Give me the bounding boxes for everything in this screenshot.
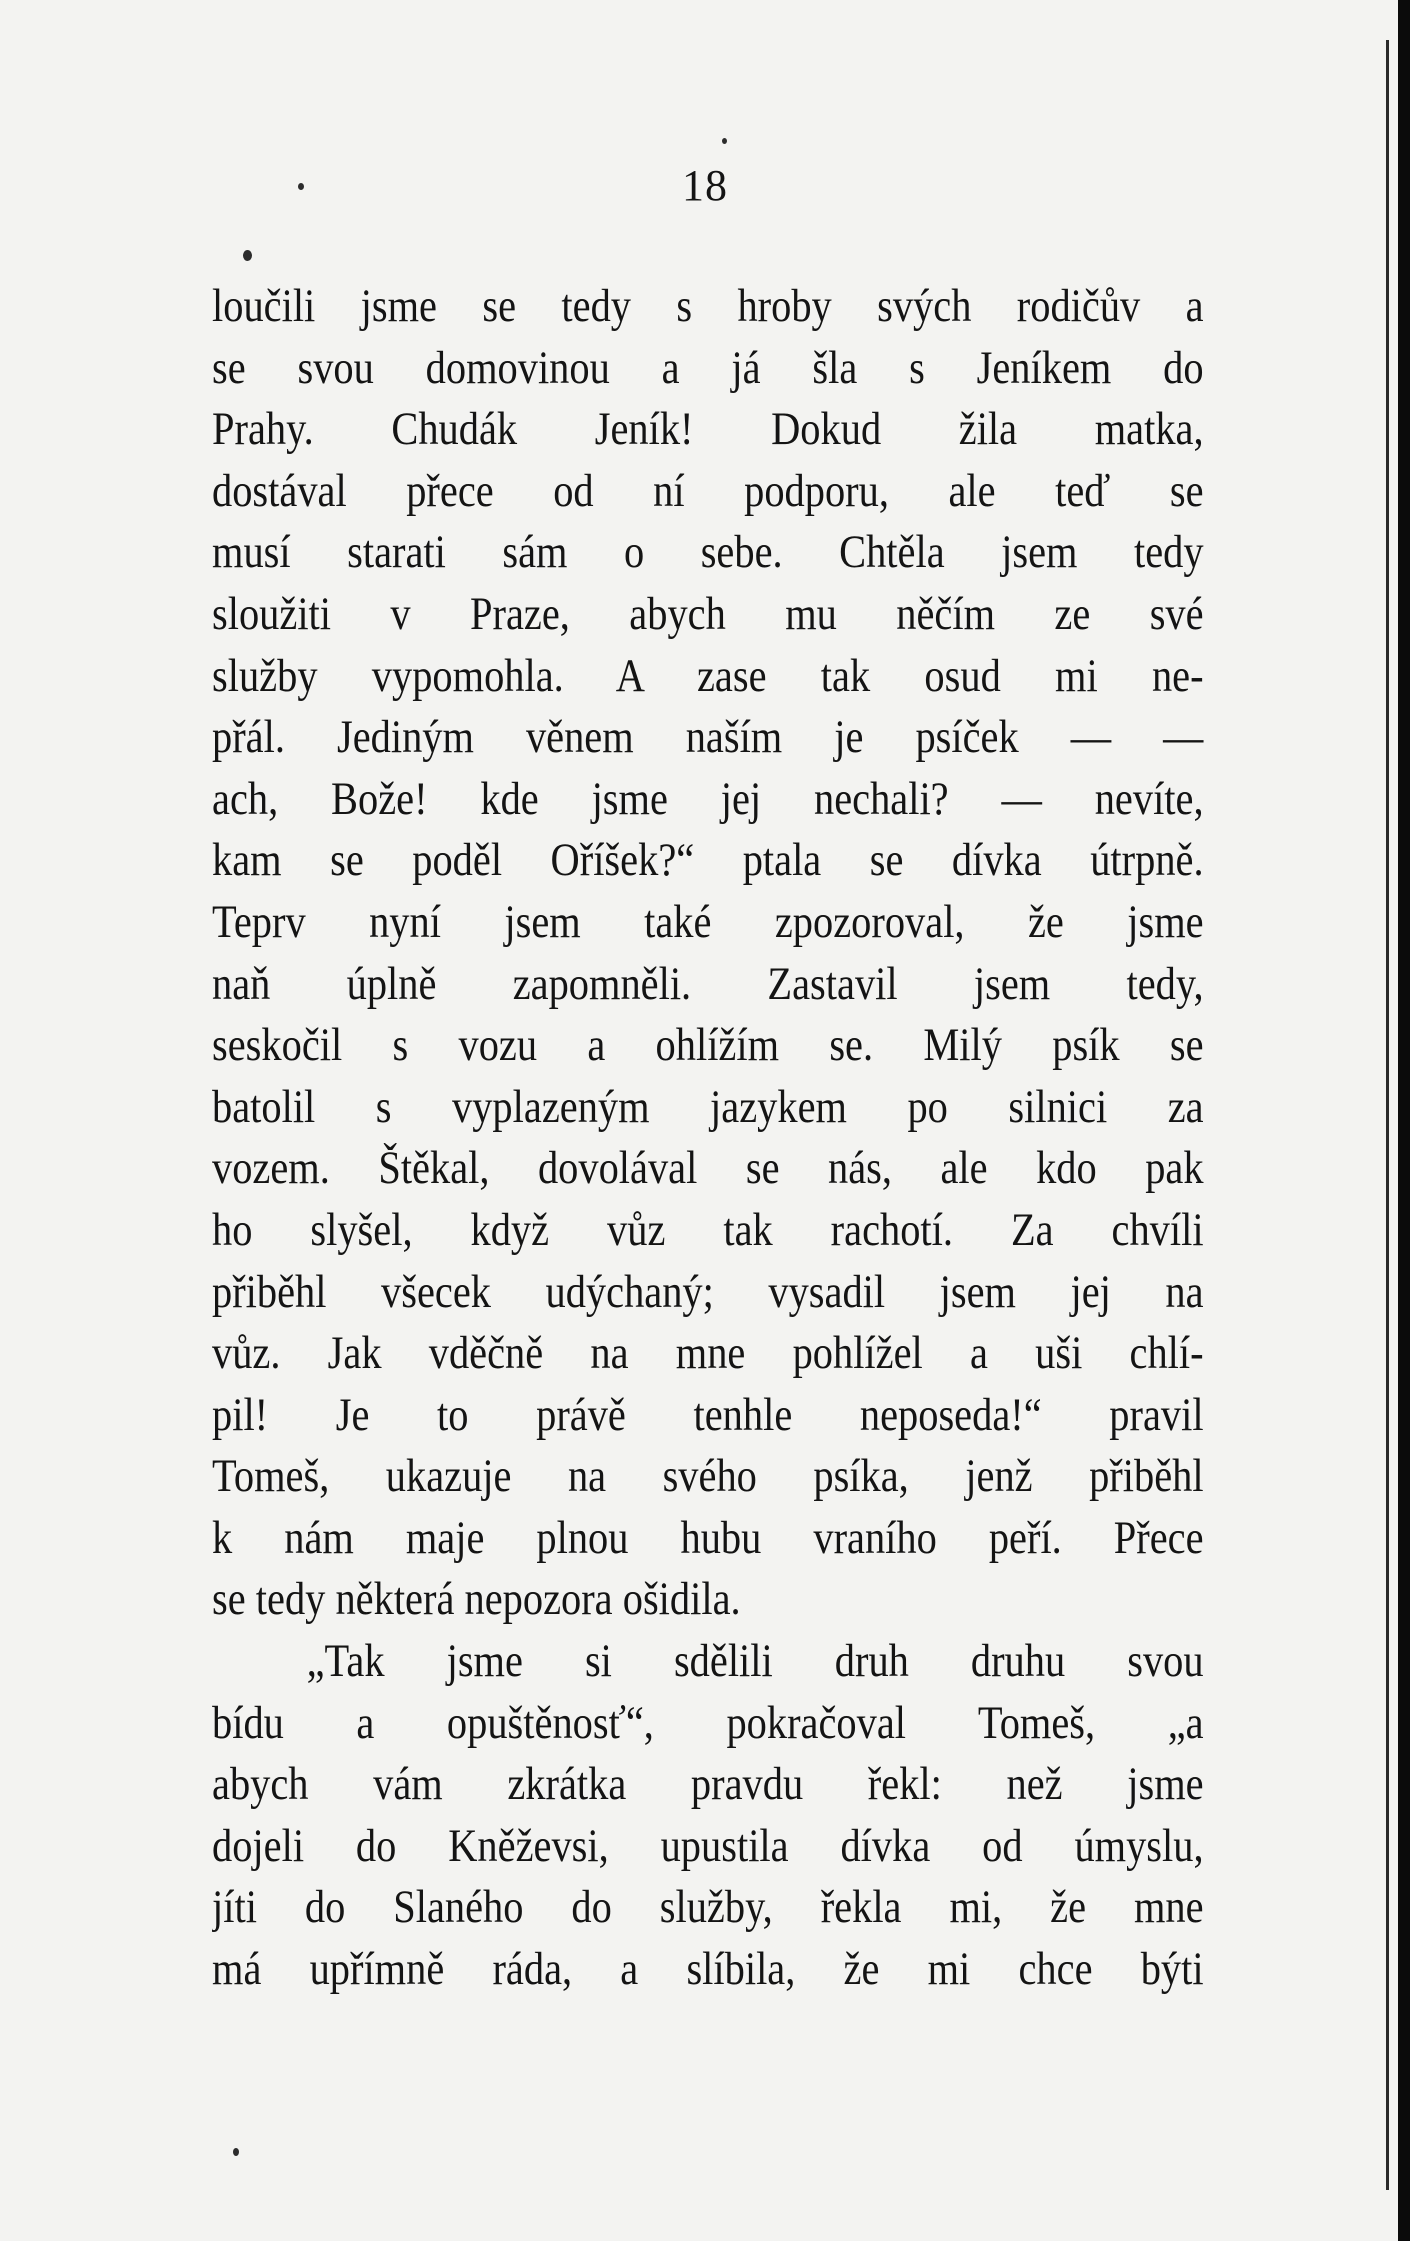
text-line: má upřímně ráda, a slíbila, že mi chce býti — [212, 1943, 1204, 1996]
text-line: sloužiti v Praze, abych mu něčím ze své — [212, 587, 1204, 640]
text-line: batolil s vyplazeným jazykem po silnici za — [212, 1080, 1204, 1133]
text-line: vůz. Jak vděčně na mne pohlížel a uši chlí- — [212, 1327, 1204, 1380]
text-line: „Tak jsme si sdělili druh druhu svou — [306, 1635, 1204, 1688]
text-line: jíti do Slaného do služby, řekla mi, že mne — [212, 1881, 1204, 1934]
text-line: ho slyšel, když vůz tak rachotí. Za chvíli — [212, 1203, 1204, 1256]
text-line: seskočil s vozu a ohlížím se. Milý psík se — [212, 1019, 1204, 1072]
text-line: Prahy. Chudák Jeník! Dokud žila matka, — [212, 403, 1204, 456]
text-line: pil! Je to právě tenhle neposeda!“ pravil — [212, 1388, 1204, 1441]
text-line: se svou domovinou a já šla s Jeníkem do — [212, 341, 1204, 394]
text-line: Tomeš, ukazuje na svého psíka, jenž přiběhl — [212, 1450, 1204, 1503]
text-line: bídu a opuštěnosť“, pokračoval Tomeš, „a — [212, 1696, 1204, 1749]
text-line: abych vám zkrátka pravdu řekl: než jsme — [212, 1758, 1204, 1811]
body-text — [212, 276, 1204, 2001]
text-line: dojeli do Kněževsi, upustila dívka od úmyslu, — [212, 1819, 1204, 1872]
print-speck — [722, 138, 727, 144]
text-line: ach, Bože! kde jsme jej nechali? — nevíte, — [212, 772, 1204, 825]
text-line: služby vypomohla. A zase tak osud mi ne- — [212, 649, 1204, 702]
page-edge-shadow — [1398, 0, 1410, 2241]
page-number: 18 — [682, 161, 728, 210]
text-line: přál. Jediným věnem naším je psíček — — — [212, 711, 1204, 764]
text-line: k nám maje plnou hubu vraního peří. Přece — [212, 1511, 1204, 1564]
text-line: naň úplně zapomněli. Zastavil jsem tedy, — [212, 957, 1204, 1010]
text-line: loučili jsme se tedy s hroby svých rodičův a — [212, 280, 1204, 332]
text-line: dostával přece od ní podporu, ale teď se — [212, 464, 1204, 517]
page-edge-line — [1386, 40, 1389, 2190]
text-line: přiběhl všecek udýchaný; vysadil jsem jej na — [212, 1265, 1204, 1318]
text-line: Teprv nyní jsem také zpozoroval, že jsme — [212, 895, 1204, 948]
print-speck — [233, 2148, 239, 2156]
text-line: kam se poděl Oříšek?“ ptala se dívka útrpně. — [212, 834, 1204, 887]
text-line: se tedy některá nepozora ošidila. — [212, 1573, 741, 1626]
print-speck — [243, 250, 252, 261]
text-line: vozem. Štěkal, dovolával se nás, ale kdo pak — [212, 1142, 1204, 1195]
text-line: musí starati sám o sebe. Chtěla jsem tedy — [212, 526, 1204, 579]
